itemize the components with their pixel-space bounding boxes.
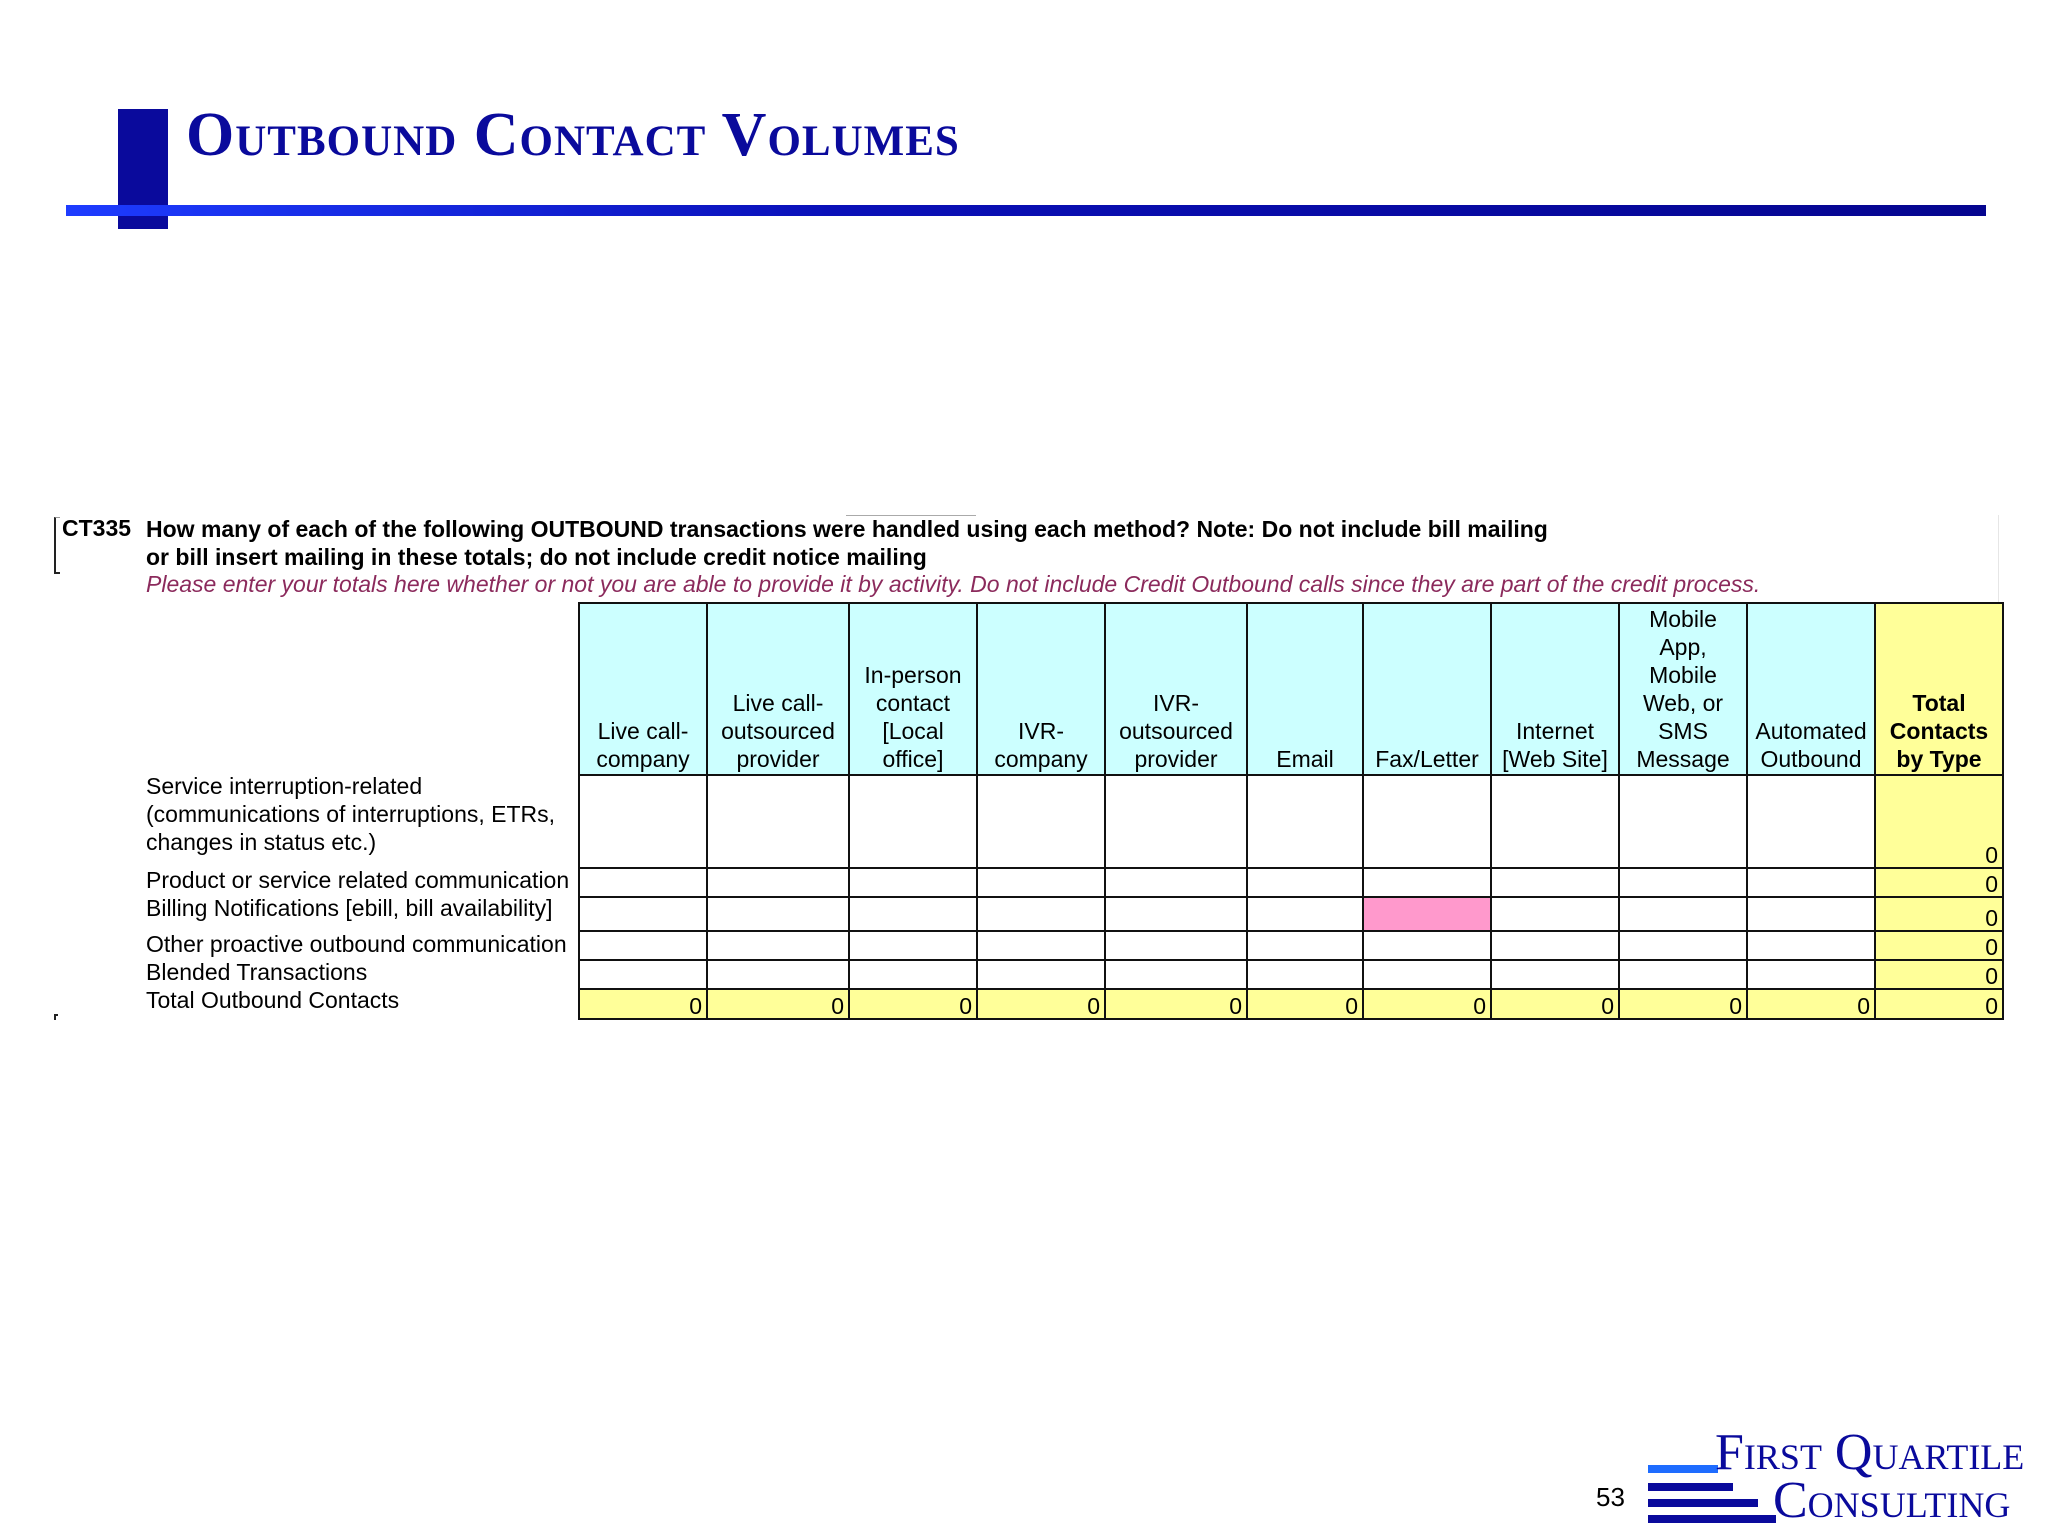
col-header-ivr-company: IVR-company [977, 603, 1105, 775]
row-label-billing-notifications: Billing Notifications [ebill, bill availability] [146, 895, 553, 921]
row-total-cell: 0 [1875, 775, 2003, 868]
input-cell[interactable] [1491, 775, 1619, 868]
input-cell[interactable] [1747, 775, 1875, 868]
table-row [579, 960, 2003, 989]
col-header-in-person: In-person contact [Local office] [849, 603, 977, 775]
input-cell[interactable] [1363, 775, 1491, 868]
logo-bar [1648, 1499, 1758, 1507]
input-cell[interactable] [579, 960, 707, 989]
input-cell[interactable] [977, 868, 1105, 897]
title-underline [66, 205, 1986, 216]
table-row [579, 931, 2003, 960]
input-cell[interactable] [707, 931, 849, 960]
highlighted-input-cell[interactable] [1363, 897, 1491, 931]
question-id: CT335 [62, 515, 132, 541]
table-row [579, 897, 2003, 931]
input-cell[interactable] [1491, 868, 1619, 897]
input-cell[interactable] [1247, 960, 1363, 989]
input-cell[interactable] [707, 960, 849, 989]
col-header-internet: Internet [Web Site] [1491, 603, 1619, 775]
row-total-cell: 0 [1875, 960, 2003, 989]
question-line-1: How many of each of the following OUTBOUND transactions were handled using each method? Note: Do not include bill mailing [146, 516, 1548, 542]
col-header-automated: Automated Outbound [1747, 603, 1875, 775]
row-label-total: Total Outbound Contacts [146, 987, 400, 1013]
input-cell[interactable] [707, 897, 849, 931]
input-cell[interactable] [579, 868, 707, 897]
column-total-cell: 0 [977, 989, 1105, 1019]
input-cell[interactable] [1247, 775, 1363, 868]
row-label-product-service: Product or service related communication [146, 867, 570, 893]
table-row [579, 775, 2003, 868]
input-cell[interactable] [849, 775, 977, 868]
input-cell[interactable] [1619, 868, 1747, 897]
column-total-cell: 0 [1247, 989, 1363, 1019]
input-cell[interactable] [849, 897, 977, 931]
input-cell[interactable] [1747, 960, 1875, 989]
input-cell[interactable] [579, 897, 707, 931]
input-cell[interactable] [579, 775, 707, 868]
input-cell[interactable] [1619, 897, 1747, 931]
input-cell[interactable] [849, 868, 977, 897]
logo-text-line1: First Quartile [1715, 1424, 2025, 1481]
input-cell[interactable] [579, 931, 707, 960]
input-cell[interactable] [1105, 931, 1247, 960]
column-total-cell: 0 [707, 989, 849, 1019]
input-cell[interactable] [1247, 868, 1363, 897]
input-cell[interactable] [977, 931, 1105, 960]
column-total-cell: 0 [1105, 989, 1247, 1019]
input-cell[interactable] [1105, 868, 1247, 897]
page-number: 53 [1596, 1482, 1625, 1512]
grand-total-cell: 0 [1875, 989, 2003, 1019]
input-cell[interactable] [707, 868, 849, 897]
total-row [579, 989, 2003, 1019]
row-label-other-proactive: Other proactive outbound communication [146, 931, 567, 957]
input-cell[interactable] [1491, 897, 1619, 931]
column-total-cell: 0 [1491, 989, 1619, 1019]
col-header-live-call-outsourced: Live call-outsourced provider [707, 603, 849, 775]
col-header-email: Email [1247, 603, 1363, 775]
row-label-service-interruption [146, 772, 586, 856]
input-cell[interactable] [1105, 897, 1247, 931]
question-text [146, 515, 1548, 571]
col-header-total: Total Contacts by Type [1875, 603, 2003, 775]
input-cell[interactable] [1619, 960, 1747, 989]
input-cell[interactable] [1105, 960, 1247, 989]
page-title: Outbound Contact Volumes [186, 101, 960, 169]
question-bracket-end [54, 1014, 58, 1020]
header-row [579, 603, 2003, 775]
input-cell[interactable] [1363, 960, 1491, 989]
input-cell[interactable] [1247, 931, 1363, 960]
column-total-cell: 0 [849, 989, 977, 1019]
logo-text-line2: Consulting [1773, 1472, 2011, 1529]
column-total-cell: 0 [1747, 989, 1875, 1019]
row-total-cell: 0 [1875, 868, 2003, 897]
input-cell[interactable] [977, 775, 1105, 868]
column-total-cell: 0 [579, 989, 707, 1019]
company-logo [1645, 1425, 2045, 1530]
input-cell[interactable] [849, 931, 977, 960]
input-cell[interactable] [1105, 775, 1247, 868]
input-cell[interactable] [1747, 931, 1875, 960]
table-row [579, 868, 2003, 897]
col-header-fax-letter: Fax/Letter [1363, 603, 1491, 775]
column-total-cell: 0 [1619, 989, 1747, 1019]
row-total-cell: 0 [1875, 931, 2003, 960]
col-header-ivr-outsourced: IVR-outsourced provider [1105, 603, 1247, 775]
input-cell[interactable] [1363, 868, 1491, 897]
input-cell[interactable] [1491, 931, 1619, 960]
input-cell[interactable] [1747, 897, 1875, 931]
input-cell[interactable] [1619, 931, 1747, 960]
input-cell[interactable] [1491, 960, 1619, 989]
logo-bar [1648, 1515, 1776, 1523]
input-cell[interactable] [707, 775, 849, 868]
logo-bar [1648, 1483, 1733, 1491]
outbound-volume-table [578, 602, 2004, 1020]
input-cell[interactable] [849, 960, 977, 989]
input-cell[interactable] [1619, 775, 1747, 868]
input-cell[interactable] [1747, 868, 1875, 897]
input-cell[interactable] [1363, 931, 1491, 960]
question-note: Please enter your totals here whether or not you are able to provide it by activity. Do not include Credit Outbound calls since they are part of the credit process. [146, 571, 1761, 597]
input-cell[interactable] [977, 897, 1105, 931]
col-header-live-call-company: Live call-company [579, 603, 707, 775]
row-total-cell: 0 [1875, 897, 2003, 931]
logo-bar [1648, 1465, 1718, 1473]
input-cell[interactable] [977, 960, 1105, 989]
col-header-mobile: Mobile App, Mobile Web, or SMS Message [1619, 603, 1747, 775]
row-label-blended: Blended Transactions [146, 959, 368, 985]
question-line-2: or bill insert mailing in these totals; do not include credit notice mailing [146, 544, 927, 570]
question-bracket [54, 517, 60, 574]
column-total-cell: 0 [1363, 989, 1491, 1019]
row-label-text: Service interruption-related (communications of interruptions, ETRs, changes in status etc.) [146, 773, 556, 855]
input-cell[interactable] [1247, 897, 1363, 931]
